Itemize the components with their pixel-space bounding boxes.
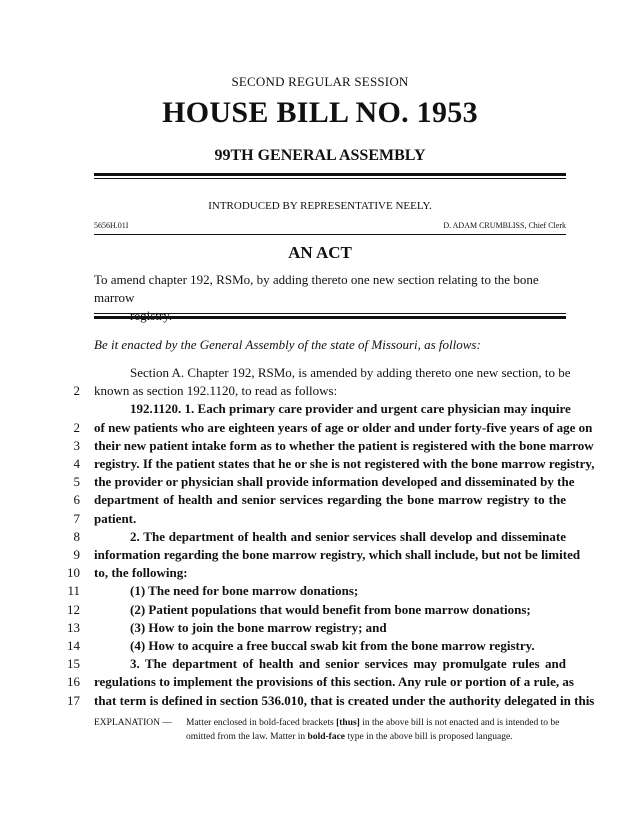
bill-text-line: registry. If the patient states that he or she is not registered with the bone marrow registry,	[94, 456, 595, 471]
bill-text-line: to, the following:	[94, 565, 188, 581]
bill-text-line: regulations to implement the provisions of this section. Any rule or portion of a rule, as	[94, 674, 574, 690]
line-number: 5	[73, 474, 80, 490]
line-number: 13	[67, 619, 80, 635]
bill-text-line: the provider or physician shall provide information developed and disseminated by the	[94, 474, 575, 490]
top-rule-thin	[94, 178, 566, 179]
bill-text-line: of new patients who are eighteen years of age or older and under forty-five years of age on	[94, 419, 593, 435]
line-number: 6	[73, 492, 80, 508]
line-number: 2	[73, 383, 80, 399]
enacting-clause: Be it enacted by the General Assembly of the state of Missouri, as follows:	[94, 337, 481, 352]
bill-text-line: Section A. Chapter 192, RSMo, is amended by adding thereto one new section, to be	[130, 365, 571, 380]
bill-text-line: patient.	[94, 510, 137, 526]
explanation-text-part3: type in the above bill is proposed language.	[345, 732, 513, 742]
bill-text-line: known as section 192.1120, to read as follows:	[94, 383, 338, 399]
bill-text-line: (2) Patient populations that would benefit from bone marrow donations;	[130, 601, 531, 617]
chief-clerk: D. ADAM CRUMBLISS, Chief Clerk	[443, 221, 566, 230]
line-number: 10	[67, 565, 80, 581]
act-purpose-line1: To amend chapter 192, RSMo, by adding thereto one new section relating to the bone marrow	[94, 272, 539, 305]
bill-text-line: their new patient intake form as to whether the patient is registered with the bone marrow	[94, 437, 594, 453]
bill-text-line: (3) How to join the bone marrow registry; and	[130, 619, 387, 635]
line-number: 16	[67, 674, 80, 690]
line-number: 14	[67, 638, 80, 653]
line-number: 8	[73, 528, 80, 544]
line-number: 11	[67, 583, 80, 599]
act-rule-thick	[94, 316, 566, 319]
line-number: 3	[73, 437, 80, 453]
bill-text-line: that term is defined in section 536.010, that is created under the authority delegated in this	[94, 692, 595, 708]
introduced-by: INTRODUCED BY REPRESENTATIVE NEELY.	[208, 200, 432, 212]
explanation-text	[186, 716, 566, 744]
bill-text-line: (4) How to acquire a free buccal swab kit from the bone marrow registry.	[130, 638, 535, 653]
bill-text-line: 3. The department of health and senior services may promulgate rules and	[130, 656, 566, 672]
line-number: 4	[73, 456, 80, 471]
act-heading: AN ACT	[288, 243, 352, 262]
bill-title: HOUSE BILL NO. 1953	[162, 96, 478, 129]
line-number: 9	[73, 547, 80, 562]
explanation-bold-example: bold-face	[307, 732, 346, 742]
line-number: 17	[67, 692, 80, 708]
explanation-text-part1: Matter enclosed in bold-faced brackets	[186, 718, 337, 728]
explanation-bracket-example: [thus]	[336, 718, 360, 728]
bill-text-line: department of health and senior services regarding the bone marrow registry to the	[94, 492, 566, 508]
line-number	[58, 364, 80, 382]
document-code: 5656H.01I	[94, 221, 129, 230]
bill-text-line: (1) The need for bone marrow donations;	[130, 583, 359, 599]
line-number: 15	[67, 656, 80, 672]
explanation-text-part2: in the above bill is not enacted and is intended to be omitted from the law. Matter in	[186, 718, 560, 742]
bill-text-line: 192.1120. 1. Each primary care provider and urgent care physician may inquire	[130, 401, 571, 417]
assembly-label: 99TH GENERAL ASSEMBLY	[214, 147, 426, 164]
line-number	[58, 400, 80, 418]
top-rule-thick	[94, 173, 566, 176]
line-number: 2	[73, 419, 80, 435]
bill-text-line: 2. The department of health and senior services shall develop and disseminate	[130, 528, 566, 544]
session-label: SECOND REGULAR SESSION	[231, 74, 409, 89]
bill-text-line: information regarding the bone marrow registry, which shall include, but not be limited	[94, 547, 581, 562]
line-number: 7	[73, 510, 80, 526]
explanation-label: EXPLANATION —	[94, 718, 172, 728]
clerk-rule	[94, 234, 566, 235]
line-number: 12	[67, 601, 80, 617]
act-rule-thin	[94, 313, 566, 314]
